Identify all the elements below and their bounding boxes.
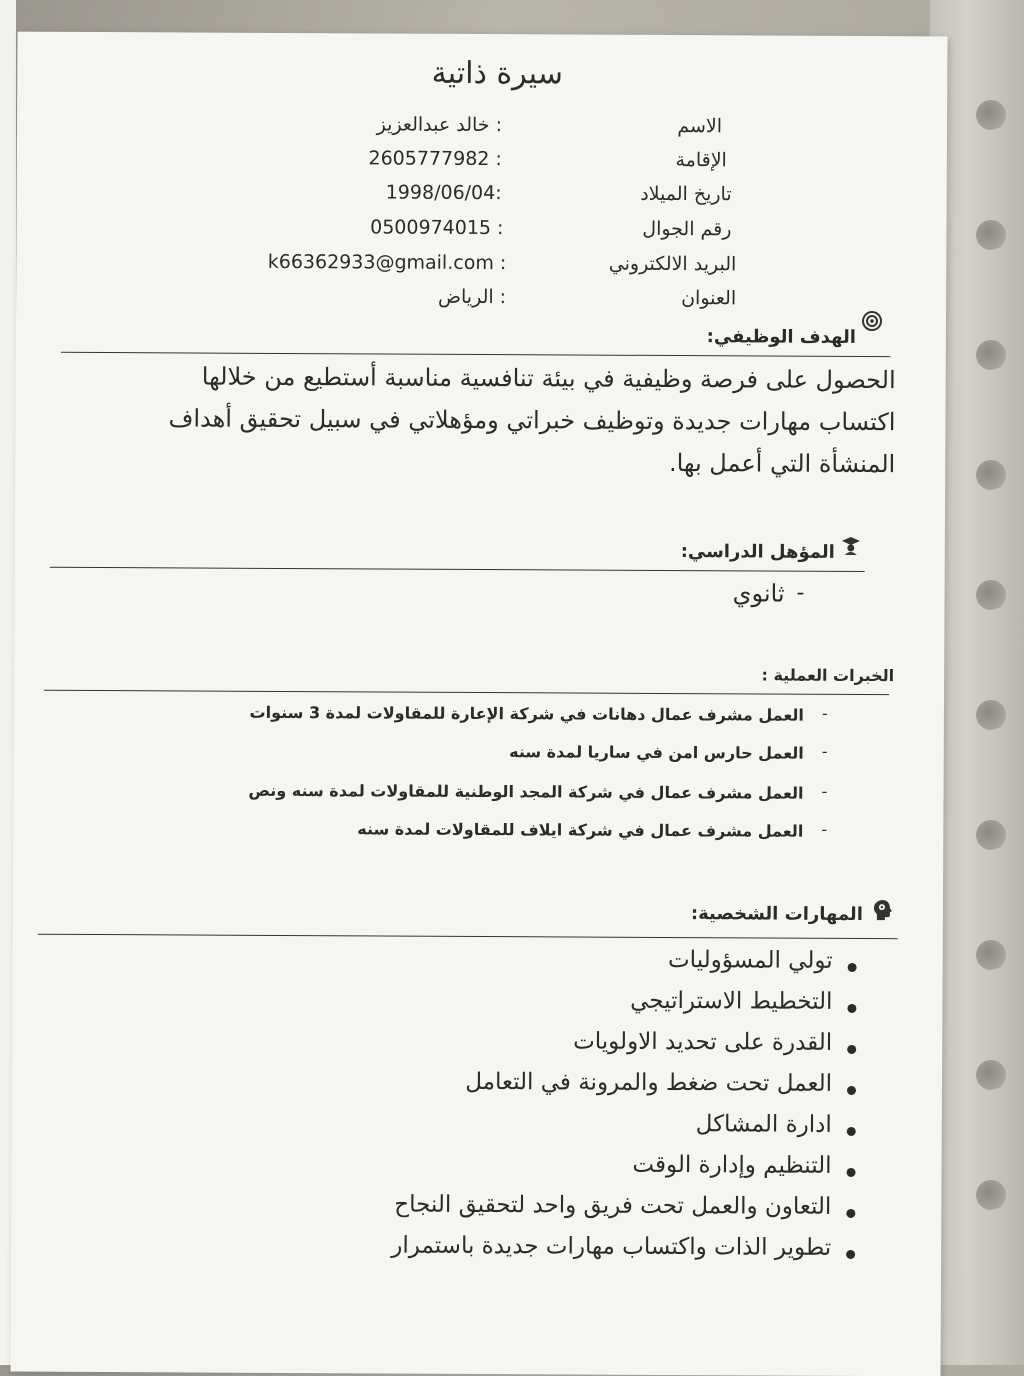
binder-hole xyxy=(976,820,1006,850)
value-residence: 2605777982 : xyxy=(368,147,502,171)
skill-item: التنظيم وإدارة الوقت xyxy=(632,1151,832,1179)
skill-item: العمل تحت ضغط والمرونة في التعامل xyxy=(465,1068,833,1097)
objective-line: المنشأة التي أعمل بها. xyxy=(668,448,896,479)
label-mobile: رقم الجوال xyxy=(642,217,732,241)
binder-hole xyxy=(976,580,1006,610)
skill-item: القدرة على تحديد الاولويات xyxy=(573,1028,833,1056)
section-divider xyxy=(50,567,865,572)
value-email: k66362933@gmail.com : xyxy=(267,250,507,275)
bullet-icon xyxy=(847,1045,856,1054)
experience-item: العمل مشرف عمال في شركة ايلاف للمقاولات لمدة سنه xyxy=(357,819,804,841)
experience-dash: - xyxy=(821,819,828,839)
experience-item: العمل مشرف عمال في شركة المجد الوطنية للمقاولات لمدة سنه ونص xyxy=(248,780,804,803)
experience-heading: الخبرات العملية : xyxy=(761,665,895,686)
label-name: الاسم xyxy=(677,115,723,138)
binder-hole xyxy=(976,460,1006,490)
label-residence: الإقامة xyxy=(675,149,727,172)
objective-line: اكتساب مهارات جديدة وتوظيف خبراتي ومؤهلاتي في سبيل تحقيق أهداف xyxy=(168,404,896,437)
page-title: سيرة ذاتية xyxy=(431,55,563,92)
bullet-icon xyxy=(846,1209,855,1218)
experience-item: العمل حارس امن في ساريا لمدة سنه xyxy=(509,742,804,763)
bullet-icon xyxy=(846,1250,855,1259)
skill-item: تولي المسؤوليات xyxy=(668,946,833,974)
cv-paper xyxy=(10,32,947,1376)
head-gears-icon xyxy=(871,898,895,922)
experience-dash: - xyxy=(821,741,828,761)
binder-hole xyxy=(976,1180,1006,1210)
experience-item: العمل مشرف عمال دهانات في شركة الإعارة للمقاولات لمدة 3 سنوات xyxy=(249,702,804,725)
skill-item: ادارة المشاكل xyxy=(695,1111,832,1138)
value-mobile: 0500974015 : xyxy=(370,216,504,240)
value-address: الرياض : xyxy=(438,285,507,309)
section-divider xyxy=(38,934,898,940)
skill-item: التخطيط الاستراتيجي xyxy=(630,987,833,1015)
binder-hole xyxy=(976,940,1006,970)
label-email: البريد الالكتروني xyxy=(608,252,737,276)
binder-hole xyxy=(976,220,1006,250)
label-birthdate: تاريخ الميلاد xyxy=(640,182,732,206)
education-dash: - xyxy=(796,580,805,606)
section-divider xyxy=(61,352,891,357)
education-item: ثانوي xyxy=(732,579,785,608)
binder-hole xyxy=(976,700,1006,730)
objective-heading: الهدف الوظيفي: xyxy=(706,326,856,348)
skills-heading: المهارات الشخصية: xyxy=(690,903,863,926)
target-icon xyxy=(861,310,883,332)
value-name: خالد عبدالعزيز : xyxy=(376,113,503,137)
bullet-icon xyxy=(847,1168,856,1177)
value-birthdate: 1998/06/04: xyxy=(385,181,502,205)
experience-dash: - xyxy=(821,703,828,723)
bullet-icon xyxy=(848,963,857,972)
binder-holes xyxy=(968,60,1018,1260)
graduate-icon xyxy=(841,536,861,556)
skill-item: تطوير الذات واكتساب مهارات جديدة باستمرار xyxy=(391,1232,832,1261)
label-address: العنوان xyxy=(681,287,737,310)
bullet-icon xyxy=(847,1086,856,1095)
education-heading: المؤهل الدراسي: xyxy=(680,541,835,563)
bullet-icon xyxy=(847,1004,856,1013)
section-divider xyxy=(44,690,889,695)
bullet-icon xyxy=(847,1127,856,1136)
objective-line: الحصول على فرصة وظيفية في بيئة تنافسية مناسبة أستطيع من خلالها xyxy=(201,362,896,395)
binder-hole xyxy=(976,1060,1006,1090)
experience-dash: - xyxy=(821,781,828,801)
binder-hole xyxy=(976,100,1006,130)
skill-item: التعاون والعمل تحت فريق واحد لتحقيق النجاح xyxy=(394,1191,832,1220)
binder-hole xyxy=(976,340,1006,370)
